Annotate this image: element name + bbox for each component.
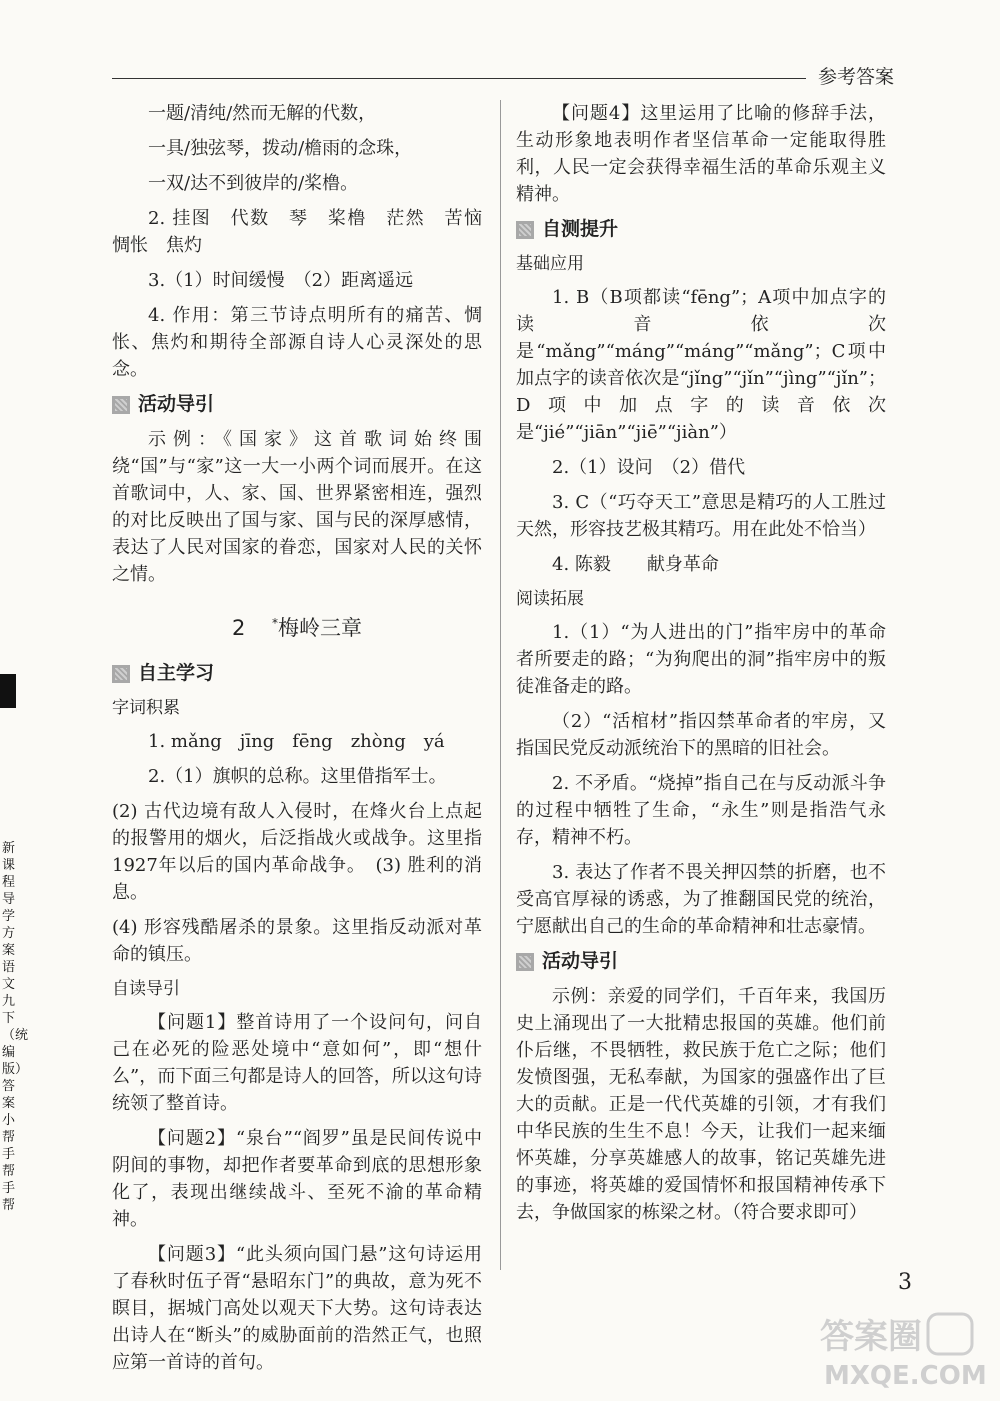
basic-item: 1. B（B项都读“fēng”；A项中加点字的读音依次是“mǎng”“máng”“máng”“mǎng”；C项中加点字的读音依次是“jǐng”“jǐn”“jìng”“jǐn”；D项中加点字的读音依次是“jié”“jiān”“jiē”“jiàn”） xyxy=(516,287,886,443)
column-divider xyxy=(500,100,501,1270)
section-square-icon xyxy=(112,665,130,683)
lesson-star: * xyxy=(272,616,279,630)
poem-line: 一双/达不到彼岸的/桨橹。 xyxy=(148,173,359,194)
lesson-name: 梅岭三章 xyxy=(278,616,363,640)
section-heading-self-test xyxy=(516,216,886,243)
section-title: 自测提升 xyxy=(542,218,619,240)
section-square-icon xyxy=(516,221,534,239)
spine-text: 新课程导学方案语文九下（统编版）答案小帮手帮手帮 xyxy=(2,841,29,1213)
basic-item: 4. 陈毅 献身革命 xyxy=(552,554,719,575)
spine-marker xyxy=(0,674,16,708)
question-answer: 【问题3】“此头须向国门悬”这句诗运用了春秋时伍子胥“悬昭东门”的典故，意为死不瞑目，据城门高处以观天下大势。这句诗表达出诗人在“断头”的威胁面前的浩然正气，也照应第一首诗的首句。 xyxy=(112,1244,482,1373)
subheading-reading-guide: 自读导引 xyxy=(112,979,180,999)
reading-item: 2. 不矛盾。“烧掉”指自己在与反动派斗争的过程中牺牲了生命，“永生”则是指浩气永存，精神不朽。 xyxy=(516,773,886,848)
activity-text: 示例：《国家》这首歌词始终围绕“国”与“家”这一大一小两个词而展开。在这首歌词中，人、家、国、世界紧密相连，强烈的对比反映出了国与家、国与民的深厚感情，表达了人民对国家的眷恋，国家对人民的关怀之情。 xyxy=(112,429,482,585)
lesson-title xyxy=(112,610,482,642)
activity-text: 示例：亲爱的同学们，千百年来，我国历史上涌现出了一大批精忠报国的英雄。他们前仆后继，不畏牺牲，救民族于危亡之际；他们发愤图强，无私奉献，为国家的强盛作出了巨大的贡献。正是一代代英雄的引领，才有我们中华民族的生生不息！今天，让我们一起来缅怀英雄，分享英雄感人的故事，铭记英雄先进的事迹，将英雄的爱国情怀和报国精神传承下去，争做国家的栋梁之材。（符合要求即可） xyxy=(516,986,886,1223)
section-title: 活动导引 xyxy=(542,950,619,972)
watermark-bottom: MXQE.COM xyxy=(824,1361,987,1391)
watermark-top: 答案圈 xyxy=(820,1317,922,1357)
subheading-vocab: 字词积累 xyxy=(112,698,180,718)
subheading-basic: 基础应用 xyxy=(516,254,584,274)
section-title: 自主学习 xyxy=(138,662,215,684)
reading-item: 1.（1）“为人进出的门”指牢房中的革命者所要走的路；“为狗爬出的洞”指牢房中的叛徒准备走的路。 xyxy=(516,622,886,697)
subheading-reading: 阅读拓展 xyxy=(516,589,584,609)
vocab-item: (4) 形容残酷屠杀的景象。这里指反动派对革命的镇压。 xyxy=(112,917,482,965)
vocab-item: 1. mǎng jīng fēng zhòng yá xyxy=(148,731,445,752)
section-heading-activity xyxy=(112,391,482,418)
reading-item: （2）“活棺材”指囚禁革命者的牢房，又指国民党反动派统治下的黑暗的旧社会。 xyxy=(516,711,886,759)
lesson-number: 2 xyxy=(231,616,246,640)
reading-item: 3. 表达了作者不畏关押囚禁的折磨，也不受高官厚禄的诱惑，为了推翻国民党的统治，宁愿献出自己的生命的革命精神和壮志豪情。 xyxy=(516,862,886,937)
section-title: 活动导引 xyxy=(138,393,215,415)
question-answer: 【问题4】这里运用了比喻的修辞手法，生动形象地表明作者坚信革命一定能取得胜利，人民一定会获得幸福生活的革命乐观主义精神。 xyxy=(516,103,886,205)
page-number: 3 xyxy=(898,1270,912,1295)
watermark-badge xyxy=(928,1314,972,1354)
header-rule xyxy=(112,78,806,79)
basic-item: 3. C（“巧夺天工”意思是精巧的人工胜过天然，形容技艺极其精巧。用在此处不恰当） xyxy=(516,492,886,540)
section-heading-self-study xyxy=(112,660,482,687)
section-square-icon xyxy=(516,953,534,971)
vocab-item: 2.（1）旗帜的总称。这里借指军士。 xyxy=(148,766,447,787)
question-answer: 【问题2】“泉台”“阎罗”虽是民间传说中阴间的事物，却把作者要革命到底的思想形象化了，表现出继续战斗、至死不渝的革命精神。 xyxy=(112,1128,482,1230)
basic-item: 2.（1）设问 （2）借代 xyxy=(552,457,746,478)
poem-line: 一题/清纯/然而无解的代数， xyxy=(148,103,377,124)
section-square-icon xyxy=(112,396,130,414)
answer-item: 4. 作用：第三节诗点明所有的痛苦、惆怅、焦灼和期待全部源自诗人心灵深处的思念。 xyxy=(112,305,482,380)
vocab-item: (2) 古代边境有敌人入侵时，在烽火台上点起的报警用的烟火，后泛指战火或战争。这里指1927年以后的国内革命战争。 (3) 胜利的消息。 xyxy=(112,801,482,903)
answer-item: 3.（1）时间缓慢 （2）距离遥远 xyxy=(148,270,414,291)
section-heading-activity-2 xyxy=(516,948,886,975)
watermark-logo xyxy=(810,1310,990,1392)
left-column xyxy=(112,100,500,1384)
header-label: 参考答案 xyxy=(818,66,895,88)
poem-line: 一具/独弦琴，拨动/檐雨的念珠， xyxy=(148,138,413,159)
answer-item: 2. 挂图 代数 琴 桨橹 茫然 苦恼 惆怅 焦灼 xyxy=(112,208,500,256)
right-column xyxy=(516,100,886,1234)
question-answer: 【问题1】整首诗用了一个设问句，问自己在必死的险恶处境中“意如何”，即“想什么”，而下面三句都是诗人的回答，所以这句诗统领了整首诗。 xyxy=(112,1012,482,1114)
